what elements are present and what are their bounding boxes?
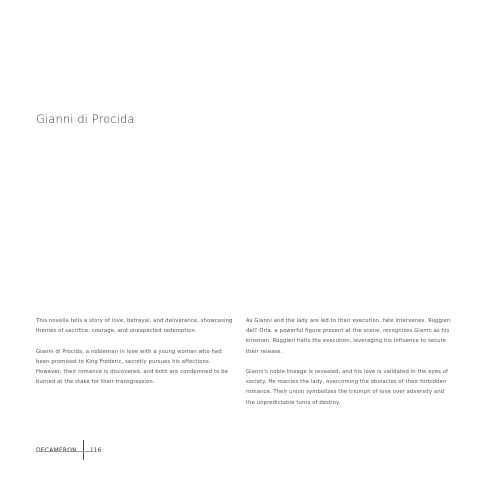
paragraph: This novella tells a story of love, betrayal, and deliverance, showcasing themes of sacrifice, courage, and unexpected redemption. [36,318,233,335]
paragraph: Gianni's noble lineage is revealed, and his love is validated in the eyes of society. He marries the lady, overcoming the obstacles of their forbidden romance. Their union symbolizes the triumph of love over adversity and the unpredictable turns of destiny. [246,369,449,406]
page-number: 116 [89,447,102,454]
text-column-left [36,316,236,398]
text-column-right [246,316,451,418]
book-title-footer: DECAMERON [36,446,77,454]
footer-rule [36,451,93,452]
chapter-title: Gianni di Procida [36,112,135,126]
page-footer [36,440,101,460]
paragraph: Gianni di Procida, a nobleman in love with a young woman who had been promised to King Frederic, secretly pursues his affections. However, their romance is discovered, and both are condemned to be burned at the stake for their transgression. [36,348,229,386]
paragraph: As Gianni and the lady are led to their execution, fate intervenes. Ruggieri dell' Oria, a powerful figure present at the scene, recognizes Gianni as his kinsman. Ruggieri halts the execution, leveraging his influence to secure their release. [246,318,451,355]
